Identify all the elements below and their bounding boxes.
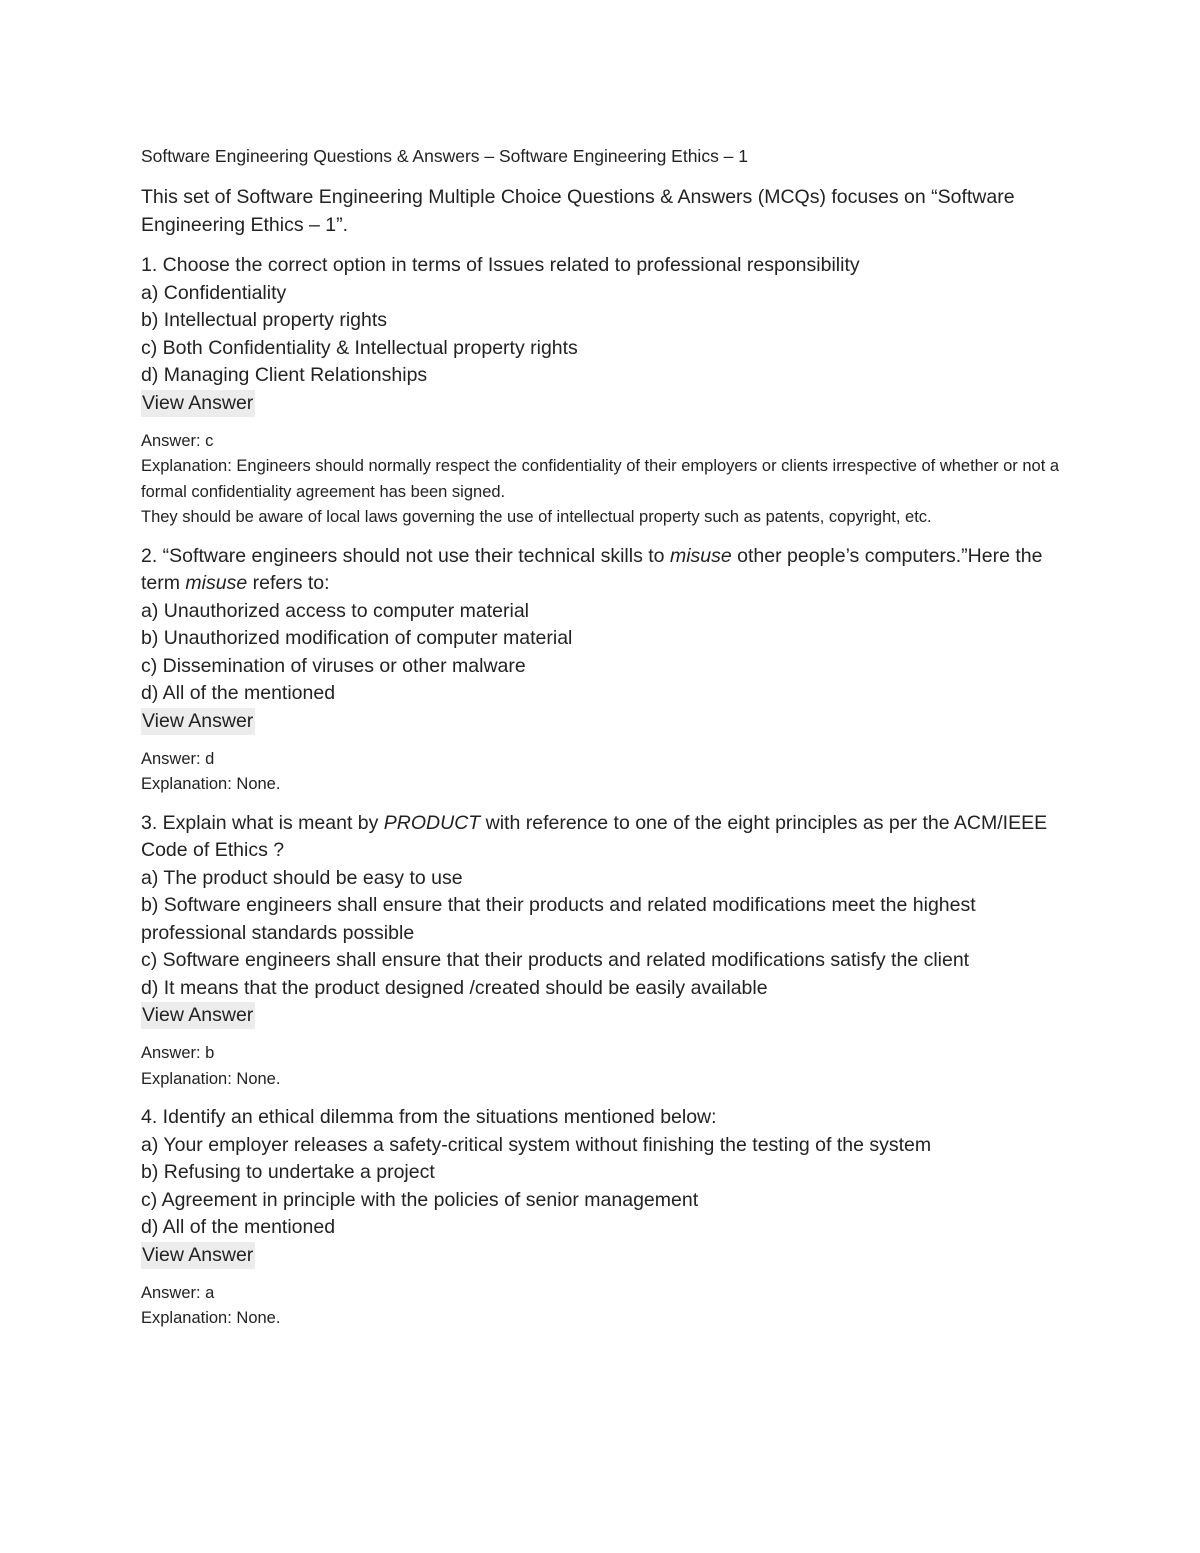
explanation-text: Explanation: None.: [141, 1069, 281, 1088]
document-page: [141, 143, 1061, 1344]
question-text: 3. Explain what is meant by PRODUCT with reference to one of the eight principles as per the ACM/IEEE Code of Ethics ?: [141, 811, 1048, 861]
option-a: a) Unauthorized access to computer material: [141, 599, 530, 622]
option-c: c) Software engineers shall ensure that their products and related modifications satisfy the client: [141, 949, 970, 971]
view-answer-button[interactable]: View Answer: [141, 1002, 255, 1029]
intro-paragraph: This set of Software Engineering Multiple Choice Questions & Answers (MCQs) focuses on “Software Engineering Ethics – 1”.: [141, 186, 1015, 236]
explanation-text: Explanation: None.: [141, 775, 281, 793]
option-a: a) Your employer releases a safety-critical system without finishing the testing of the system: [141, 1133, 932, 1156]
option-d: d) Managing Client Relationships: [141, 364, 428, 386]
question-text: 4. Identify an ethical dilemma from the situations mentioned below:: [141, 1106, 717, 1128]
option-c: c) Agreement in principle with the policies of senior management: [141, 1188, 699, 1211]
question-3: [141, 810, 1061, 1093]
document-title: Software Engineering Questions & Answers – Software Engineering Ethics – 1: [141, 146, 749, 166]
view-answer-button[interactable]: View Answer: [141, 708, 255, 735]
question-1: [141, 252, 1061, 531]
answer-text: Answer: d: [141, 749, 215, 768]
answer-block: [141, 1281, 1061, 1332]
view-answer-button[interactable]: View Answer: [141, 1242, 255, 1269]
answer-block: [141, 747, 1061, 798]
option-c: c) Dissemination of viruses or other malware: [141, 654, 526, 677]
option-b: b) Unauthorized modification of computer material: [141, 627, 573, 649]
answer-block: [141, 1041, 1061, 1092]
option-b: b) Software engineers shall ensure that their products and related modifications meet the highest professional standards possible: [141, 894, 976, 944]
option-a: a) Confidentiality: [141, 281, 287, 304]
option-d: d) All of the mentioned: [141, 1216, 336, 1238]
view-answer-button[interactable]: View Answer: [141, 390, 255, 417]
question-text: 2. “Software engineers should not use their technical skills to misuse other people’s computers.”Here the term misuse refers to:: [141, 544, 1043, 594]
question-2: [141, 543, 1061, 798]
option-c: c) Both Confidentiality & Intellectual property rights: [141, 336, 578, 359]
explanation-text: Explanation: None.: [141, 1309, 281, 1327]
option-d: d) All of the mentioned: [141, 682, 336, 704]
answer-block: [141, 429, 1061, 531]
explanation-text: Explanation: Engineers should normally respect the confidentiality of their employers or clients irrespective of whether or not a formal confidentiality agreement has been signed.: [141, 457, 1060, 501]
question-text: 1. Choose the correct option in terms of Issues related to professional responsibility: [141, 254, 860, 276]
answer-text: Answer: c: [141, 431, 214, 450]
option-b: b) Refusing to undertake a project: [141, 1161, 435, 1183]
explanation-text: They should be aware of local laws governing the use of intellectual property such as patents, copyright, etc.: [141, 508, 932, 526]
option-d: d) It means that the product designed /created should be easily available: [141, 976, 768, 999]
answer-text: Answer: a: [141, 1283, 215, 1302]
question-4: [141, 1104, 1061, 1332]
option-a: a) The product should be easy to use: [141, 866, 463, 889]
answer-text: Answer: b: [141, 1044, 215, 1062]
option-b: b) Intellectual property rights: [141, 309, 388, 331]
